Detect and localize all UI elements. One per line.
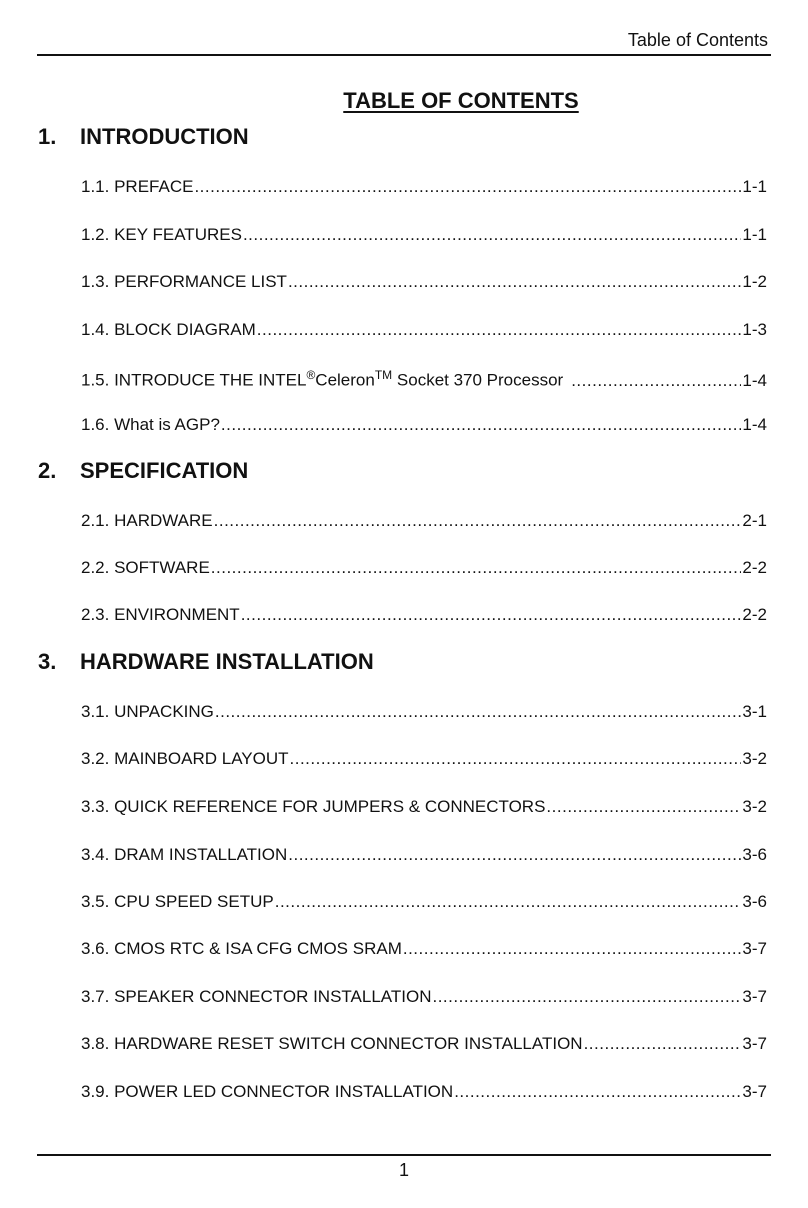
toc-entry-label: 1.1. PREFACE (81, 177, 194, 196)
leader-dots (584, 1034, 742, 1054)
toc-entry-label: 3.6. CMOS RTC & ISA CFG CMOS SRAM (81, 939, 402, 958)
leader-dots (211, 558, 742, 578)
toc-entry-page: 3-7 (742, 1034, 767, 1053)
toc-entry-page: 1-2 (742, 272, 767, 291)
chapter-heading-2 (38, 458, 248, 484)
toc-entry-page: 3-7 (742, 1082, 767, 1101)
toc-entry-label: 2.3. ENVIRONMENT (81, 605, 240, 624)
toc-entry-2-3[interactable] (81, 605, 767, 625)
leader-dots (454, 1082, 741, 1102)
toc-entry-page: 1-4 (742, 370, 767, 390)
leader-dots (546, 797, 741, 817)
toc-entry-label: 3.3. QUICK REFERENCE FOR JUMPERS & CONNECTORS (81, 797, 546, 816)
toc-entry-page: 1-1 (742, 177, 767, 196)
toc-entry-1-4[interactable] (81, 320, 767, 340)
leader-dots (275, 892, 742, 912)
chapter-number: 1. (38, 124, 57, 149)
leader-dots (194, 177, 741, 197)
toc-entry-3-4[interactable] (81, 845, 767, 865)
toc-entry-label: 1.2. KEY FEATURES (81, 225, 242, 244)
toc-entry-page: 1-4 (742, 415, 767, 434)
toc-entry-1-2[interactable] (81, 225, 767, 245)
running-header: Table of Contents (627, 30, 768, 50)
leader-dots (432, 987, 741, 1007)
chapter-number: 2. (38, 458, 57, 483)
chapter-heading-3 (38, 649, 374, 675)
toc-entry-label: 3.5. CPU SPEED SETUP (81, 892, 274, 911)
toc-entry-1-6[interactable] (81, 415, 767, 435)
toc-entry-page: 3-1 (742, 702, 767, 721)
toc-entry-3-3[interactable] (81, 797, 767, 817)
leader-dots (214, 511, 742, 531)
toc-entry-3-9[interactable] (81, 1082, 767, 1102)
toc-entry-page: 2-2 (742, 558, 767, 577)
toc-entry-label: 2.2. SOFTWARE (81, 558, 210, 577)
toc-entry-page: 3-6 (742, 845, 767, 864)
document-title: TABLE OF CONTENTS (343, 88, 579, 113)
toc-entry-2-2[interactable] (81, 558, 767, 578)
label-text: Celeron (315, 370, 375, 390)
toc-entry-3-1[interactable] (81, 702, 767, 722)
toc-entry-label: 3.9. POWER LED CONNECTOR INSTALLATION (81, 1082, 454, 1101)
toc-entry-label: 3.2. MAINBOARD LAYOUT (81, 749, 289, 768)
chapter-heading-1 (38, 124, 249, 150)
toc-entry-3-2[interactable] (81, 749, 767, 769)
toc-entry-3-5[interactable] (81, 892, 767, 912)
leader-dots (257, 320, 742, 340)
chapter-number: 3. (38, 649, 57, 674)
toc-entry-3-7[interactable] (81, 987, 767, 1007)
toc-entry-label: 1.6. What is AGP? (81, 415, 220, 434)
toc-entry-label: 3.4. DRAM INSTALLATION (81, 845, 288, 864)
toc-entry-page: 3-7 (742, 987, 767, 1006)
label-text: Socket 370 Processor (392, 370, 564, 390)
leader-dots (290, 749, 742, 769)
label-text: 1.5. INTRODUCE THE INTEL (81, 370, 307, 390)
toc-entry-page: 3-6 (742, 892, 767, 911)
leader-dots (215, 702, 742, 722)
toc-entry-3-8[interactable] (81, 1034, 767, 1054)
toc-entry-1-1[interactable] (81, 177, 767, 197)
registered-mark: ® (306, 368, 316, 382)
toc-entry-label: 3.7. SPEAKER CONNECTOR INSTALLATION (81, 987, 432, 1006)
toc-entry-3-6[interactable] (81, 939, 767, 959)
toc-entry-page: 3-2 (742, 749, 767, 768)
leader-dots (571, 371, 741, 391)
chapter-title: SPECIFICATION (80, 458, 249, 483)
leader-dots (403, 939, 742, 959)
toc-entry-label (81, 368, 563, 391)
leader-dots (288, 845, 741, 865)
trademark-mark: TM (374, 368, 393, 382)
toc-entry-page: 2-1 (742, 511, 767, 530)
toc-entry-label: 3.1. UNPACKING (81, 702, 214, 721)
leader-dots (288, 272, 741, 292)
toc-entry-label: 2.1. HARDWARE (81, 511, 213, 530)
toc-entry-page: 1-1 (742, 225, 767, 244)
chapter-title: HARDWARE INSTALLATION (80, 649, 374, 674)
toc-entry-page: 3-2 (742, 797, 767, 816)
chapter-title: INTRODUCTION (80, 124, 249, 149)
toc-entry-page: 2-2 (742, 605, 767, 624)
toc-entry-page: 1-3 (742, 320, 767, 339)
toc-entry-page: 3-7 (742, 939, 767, 958)
toc-entry-1-3[interactable] (81, 272, 767, 292)
leader-dots (221, 415, 742, 435)
footer-rule (37, 1154, 771, 1156)
toc-entry-label: 1.3. PERFORMANCE LIST (81, 272, 287, 291)
toc-entry-label: 3.8. HARDWARE RESET SWITCH CONNECTOR INSTALLATION (81, 1034, 583, 1053)
page-number: 1 (398, 1160, 409, 1180)
leader-dots (241, 605, 742, 625)
toc-entry-2-1[interactable] (81, 511, 767, 531)
leader-dots (243, 225, 741, 245)
toc-entry-label: 1.4. BLOCK DIAGRAM (81, 320, 256, 339)
toc-entry-1-5[interactable] (81, 368, 767, 391)
